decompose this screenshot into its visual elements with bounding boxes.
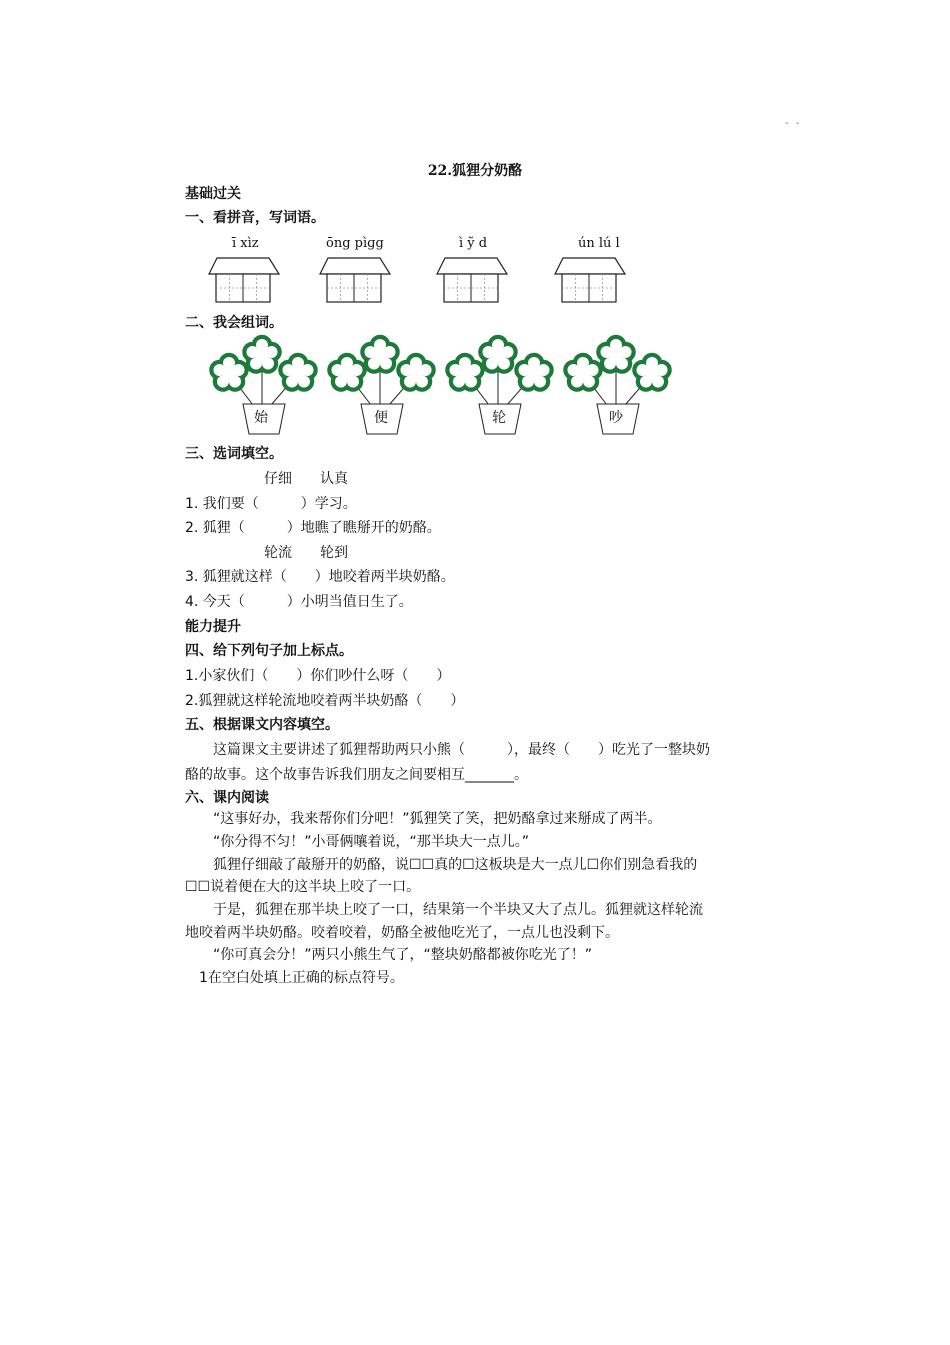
q3-line-1: 1. 我们要（ ）学习。 [185, 496, 357, 512]
q3-line-3: 3. 狐狸就这样（ ）地咬着两半块奶酪。 [185, 569, 455, 585]
reading-para-1: “这事好办，我来帮你们分吧！”狐狸笑了笑，把奶酪拿过来掰成了两半。 [185, 811, 662, 827]
writing-box-2[interactable] [318, 257, 392, 303]
q4-line-1: 1.小家伙们（ ）你们吵什么呀（ ） [185, 668, 451, 684]
flower-pot-3 [441, 333, 556, 438]
flower-pot-4 [559, 333, 674, 438]
q1-heading: 一、看拼音，写词语。 [185, 210, 325, 226]
q3-line-2: 2. 狐狸（ ）地瞧了瞧掰开的奶酪。 [185, 520, 441, 536]
writing-box-1[interactable] [207, 257, 281, 303]
q5-line-1: 这篇课文主要讲述了狐狸帮助两只小熊（ ），最终（ ）吃光了一整块奶 [185, 742, 710, 758]
pinyin-1: ī xìz [232, 236, 259, 251]
pot-char-2: 便 [374, 410, 388, 426]
pot-char-1: 始 [254, 410, 268, 426]
flower-pot-1 [205, 333, 320, 438]
page-title: 22.狐狸分奶酪 [427, 163, 523, 179]
section-advanced-heading: 能力提升 [185, 619, 241, 635]
reading-para-3b: ☐☐说着便在大的这半块上咬了一口。 [185, 879, 421, 895]
section-basic-heading: 基础过关 [185, 186, 241, 202]
flower-pot-2 [323, 333, 438, 438]
reading-para-2: “你分得不匀！”小哥俩嚷着说，“那半块大一点儿。” [185, 834, 530, 850]
pot-char-3: 轮 [492, 410, 506, 426]
q5-heading: 五、根据课文内容填空。 [185, 717, 339, 733]
q4-line-2: 2.狐狸就这样轮流地咬着两半块奶酪（ ） [185, 693, 465, 709]
q3-line-4: 4. 今天（ ）小明当值日生了。 [185, 594, 413, 610]
q3-word-choices-b: 轮流 轮到 [264, 545, 348, 561]
q6-heading: 六、课内阅读 [185, 790, 269, 806]
writing-box-4[interactable] [553, 257, 627, 303]
reading-para-4a: 于是，狐狸在那半块上咬了一口，结果第一个半块又大了点儿。狐狸就这样轮流 [185, 902, 703, 918]
pinyin-4: ún lú l [578, 236, 620, 251]
header-mark: - - [785, 118, 802, 129]
pinyin-2: ōng pìɡg [326, 236, 384, 251]
q3-heading: 三、选词填空。 [185, 446, 283, 462]
reading-task-1: 1在空白处填上正确的标点符号。 [185, 970, 404, 986]
q3-word-choices-a: 仔细 认真 [264, 471, 348, 487]
q2-heading: 二、我会组词。 [185, 315, 283, 331]
reading-para-4b: 地咬着两半块奶酪。咬着咬着，奶酪全被他吃光了，一点儿也没剩下。 [185, 925, 619, 941]
reading-para-5: “你可真会分！”两只小熊生气了，“整块奶酪都被你吃光了！” [185, 947, 593, 963]
pot-char-4: 吵 [609, 410, 623, 426]
q4-heading: 四、给下列句子加上标点。 [185, 643, 353, 659]
reading-para-3a: 狐狸仔细敲了敲掰开的奶酪，说☐☐真的☐这板块是大一点儿☐你们别急看我的 [185, 857, 698, 873]
pinyin-3: ì ỹ d [459, 236, 488, 251]
q5-line-2: 酪的故事。这个故事告诉我们朋友之间要相互_______。 [185, 767, 528, 783]
writing-box-3[interactable] [435, 257, 509, 303]
